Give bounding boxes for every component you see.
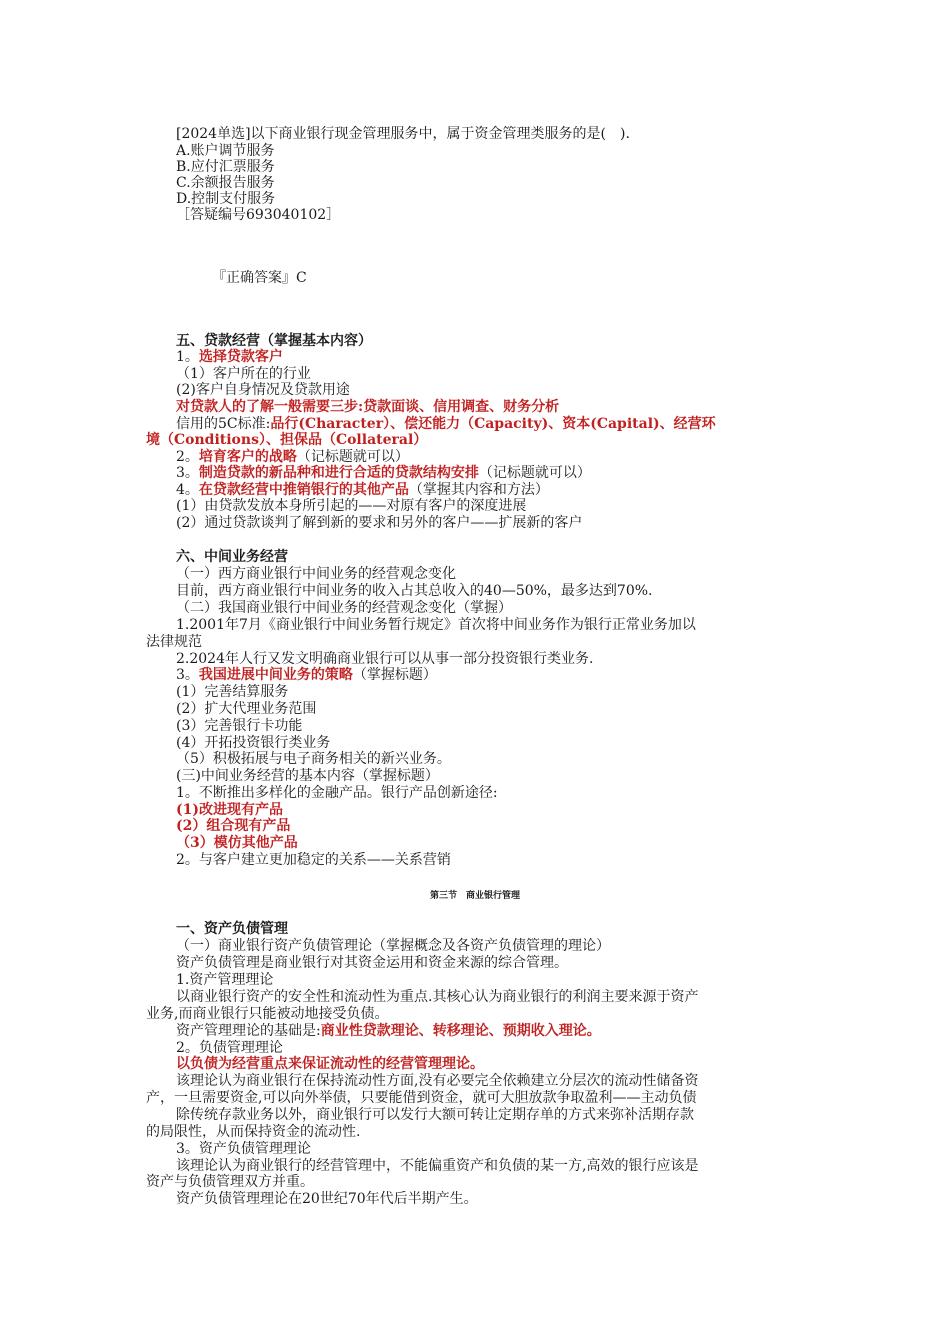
- s3-line-8: 以负债为经营重点来保证流动性的经营管理理论。: [176, 1056, 484, 1072]
- s6-line-2: 目前，西方商业银行中间业务的收入占其总收入的40—50%，最多达到70%.: [176, 583, 653, 599]
- question-ref: ［答疑编号693040102］: [176, 207, 341, 223]
- s6-line-1: （一）西方商业银行中间业务的经营观念变化: [176, 566, 456, 582]
- option-b: B.应付汇票服务: [176, 159, 275, 175]
- question-stem: [2024单选]以下商业银行现金管理服务中，属于资金管理类服务的是( ).: [176, 126, 630, 142]
- s3-line-1: （一）商业银行资产负债管理论（掌握概念及各资产负债管理的理论）: [176, 938, 610, 954]
- section5-title: 五、贷款经营（掌握基本内容）: [176, 333, 372, 349]
- section3-title: 第三节 商业银行管理: [429, 891, 520, 901]
- s3-line-10: 产，一旦需要资金,可以向外举债，只要能借到资金，就可大胆放款争取盈利——主动负债: [146, 1090, 697, 1106]
- s6-line-13: (三)中间业务经营的基本内容（掌握标题）: [176, 768, 439, 784]
- s3-line-4: 以商业银行资产的安全性和流动性为重点.其核心认为商业银行的利润主要来源于资产: [176, 989, 699, 1005]
- s3-line-9: 该理论认为商业银行在保持流动性方面,没有必要完全依赖建立分层次的流动性储备资: [176, 1073, 699, 1089]
- s6-line-12: （5）积极拓展与电子商务相关的新兴业务。: [176, 751, 451, 767]
- s6-line-16: (2）组合现有产品: [176, 818, 291, 834]
- s6-line-17: （3）模仿其他产品: [176, 835, 298, 851]
- section3-subtitle: 一、资产负债管理: [176, 921, 288, 937]
- correct-answer: 『正确答案』C: [212, 270, 307, 286]
- section6-title: 六、中间业务经营: [176, 549, 288, 565]
- s3-line-14: 该理论认为商业银行的经营管理中，不能偏重资产和负债的某一方,高效的银行应该是: [176, 1158, 699, 1174]
- s5-line-10: (1）由贷款发放本身所引起的——对原有客户的深度进展: [176, 498, 527, 514]
- s6-line-6: 2.2024年人行又发文明确商业银行可以从事一部分投资银行类业务.: [176, 651, 594, 667]
- s6-line-9: (2）扩大代理业务范围: [176, 701, 317, 717]
- s3-line-2: 资产负债管理是商业银行对其资金运用和资金来源的综合管理。: [176, 955, 568, 971]
- option-a: A.账户调节服务: [176, 143, 275, 159]
- s3-line-12: 的局限性，从而保持资金的流动性.: [146, 1124, 361, 1140]
- s3-line-16: 资产负债管理理论在20世纪70年代后半期产生。: [176, 1191, 478, 1207]
- s6-line-15: (1)改进现有产品: [176, 802, 283, 818]
- s3-line-13: 3。资产负债管理理论: [176, 1141, 311, 1157]
- s3-line-3: 1.资产管理理论: [176, 972, 274, 988]
- s6-line-3: （二）我国商业银行中间业务的经营观念变化（掌握）: [176, 600, 512, 616]
- s5-line-5: 信用的5C标准:品行(Character）、偿还能力（Capacity)、资本(Capital)、经营环: [176, 416, 716, 432]
- s6-line-4: 1.2001年7月《商业银行中间业务暂行规定》首次将中间业务作为银行正常业务加以: [176, 617, 696, 633]
- s6-line-7: 3。我国进展中间业务的策略（掌握标题）: [176, 667, 437, 683]
- s5-line-7: 2。培育客户的战略（记标题就可以）: [176, 449, 409, 465]
- s6-line-8: (1）完善结算服务: [176, 684, 289, 700]
- s5-line-9: 4。在贷款经营中推销银行的其他产品（掌握其内容和方法）: [176, 482, 549, 498]
- option-d: D.控制支付服务: [176, 191, 276, 207]
- s6-line-11: (4）开拓投资银行类业务: [176, 735, 331, 751]
- s5-line-2: （1）客户所在的行业: [176, 366, 311, 382]
- s3-line-5: 业务,而商业银行只能被动地接受负债。: [146, 1006, 389, 1022]
- s5-line-4: 对贷款人的了解一般需要三步:贷款面谈、信用调查、财务分析: [176, 399, 560, 415]
- s3-line-15: 资产与负债管理双方并重。: [146, 1174, 314, 1190]
- s3-line-7: 2。负债管理理论: [176, 1040, 283, 1056]
- s6-line-5: 法律规范: [146, 634, 202, 650]
- s3-line-11: 除传统存款业务以外，商业银行可以发行大额可转让定期存单的方式来弥补活期存款: [176, 1107, 694, 1123]
- option-c: C.余额报告服务: [176, 175, 275, 191]
- s5-line-6: 境（Conditions）、担保品（Collateral）: [146, 432, 428, 448]
- s5-line-11: (2）通过贷款谈判了解到新的要求和另外的客户——扩展新的客户: [176, 515, 583, 531]
- s5-line-3: (2)客户自身情况及贷款用途: [176, 382, 350, 398]
- s6-line-14: 1。不断推出多样化的金融产品。银行产品创新途径:: [176, 785, 498, 801]
- s6-line-10: (3）完善银行卡功能: [176, 718, 303, 734]
- s6-line-18: 2。与客户建立更加稳定的关系——关系营销: [176, 852, 451, 868]
- s5-line-8: 3。制造贷款的新品种和进行合适的贷款结构安排（记标题就可以）: [176, 465, 591, 481]
- s5-line-1: 1。选择贷款客户: [176, 349, 283, 365]
- s3-line-6: 资产管理理论的基础是:商业性贷款理论、转移理论、预期收入理论。: [176, 1023, 601, 1039]
